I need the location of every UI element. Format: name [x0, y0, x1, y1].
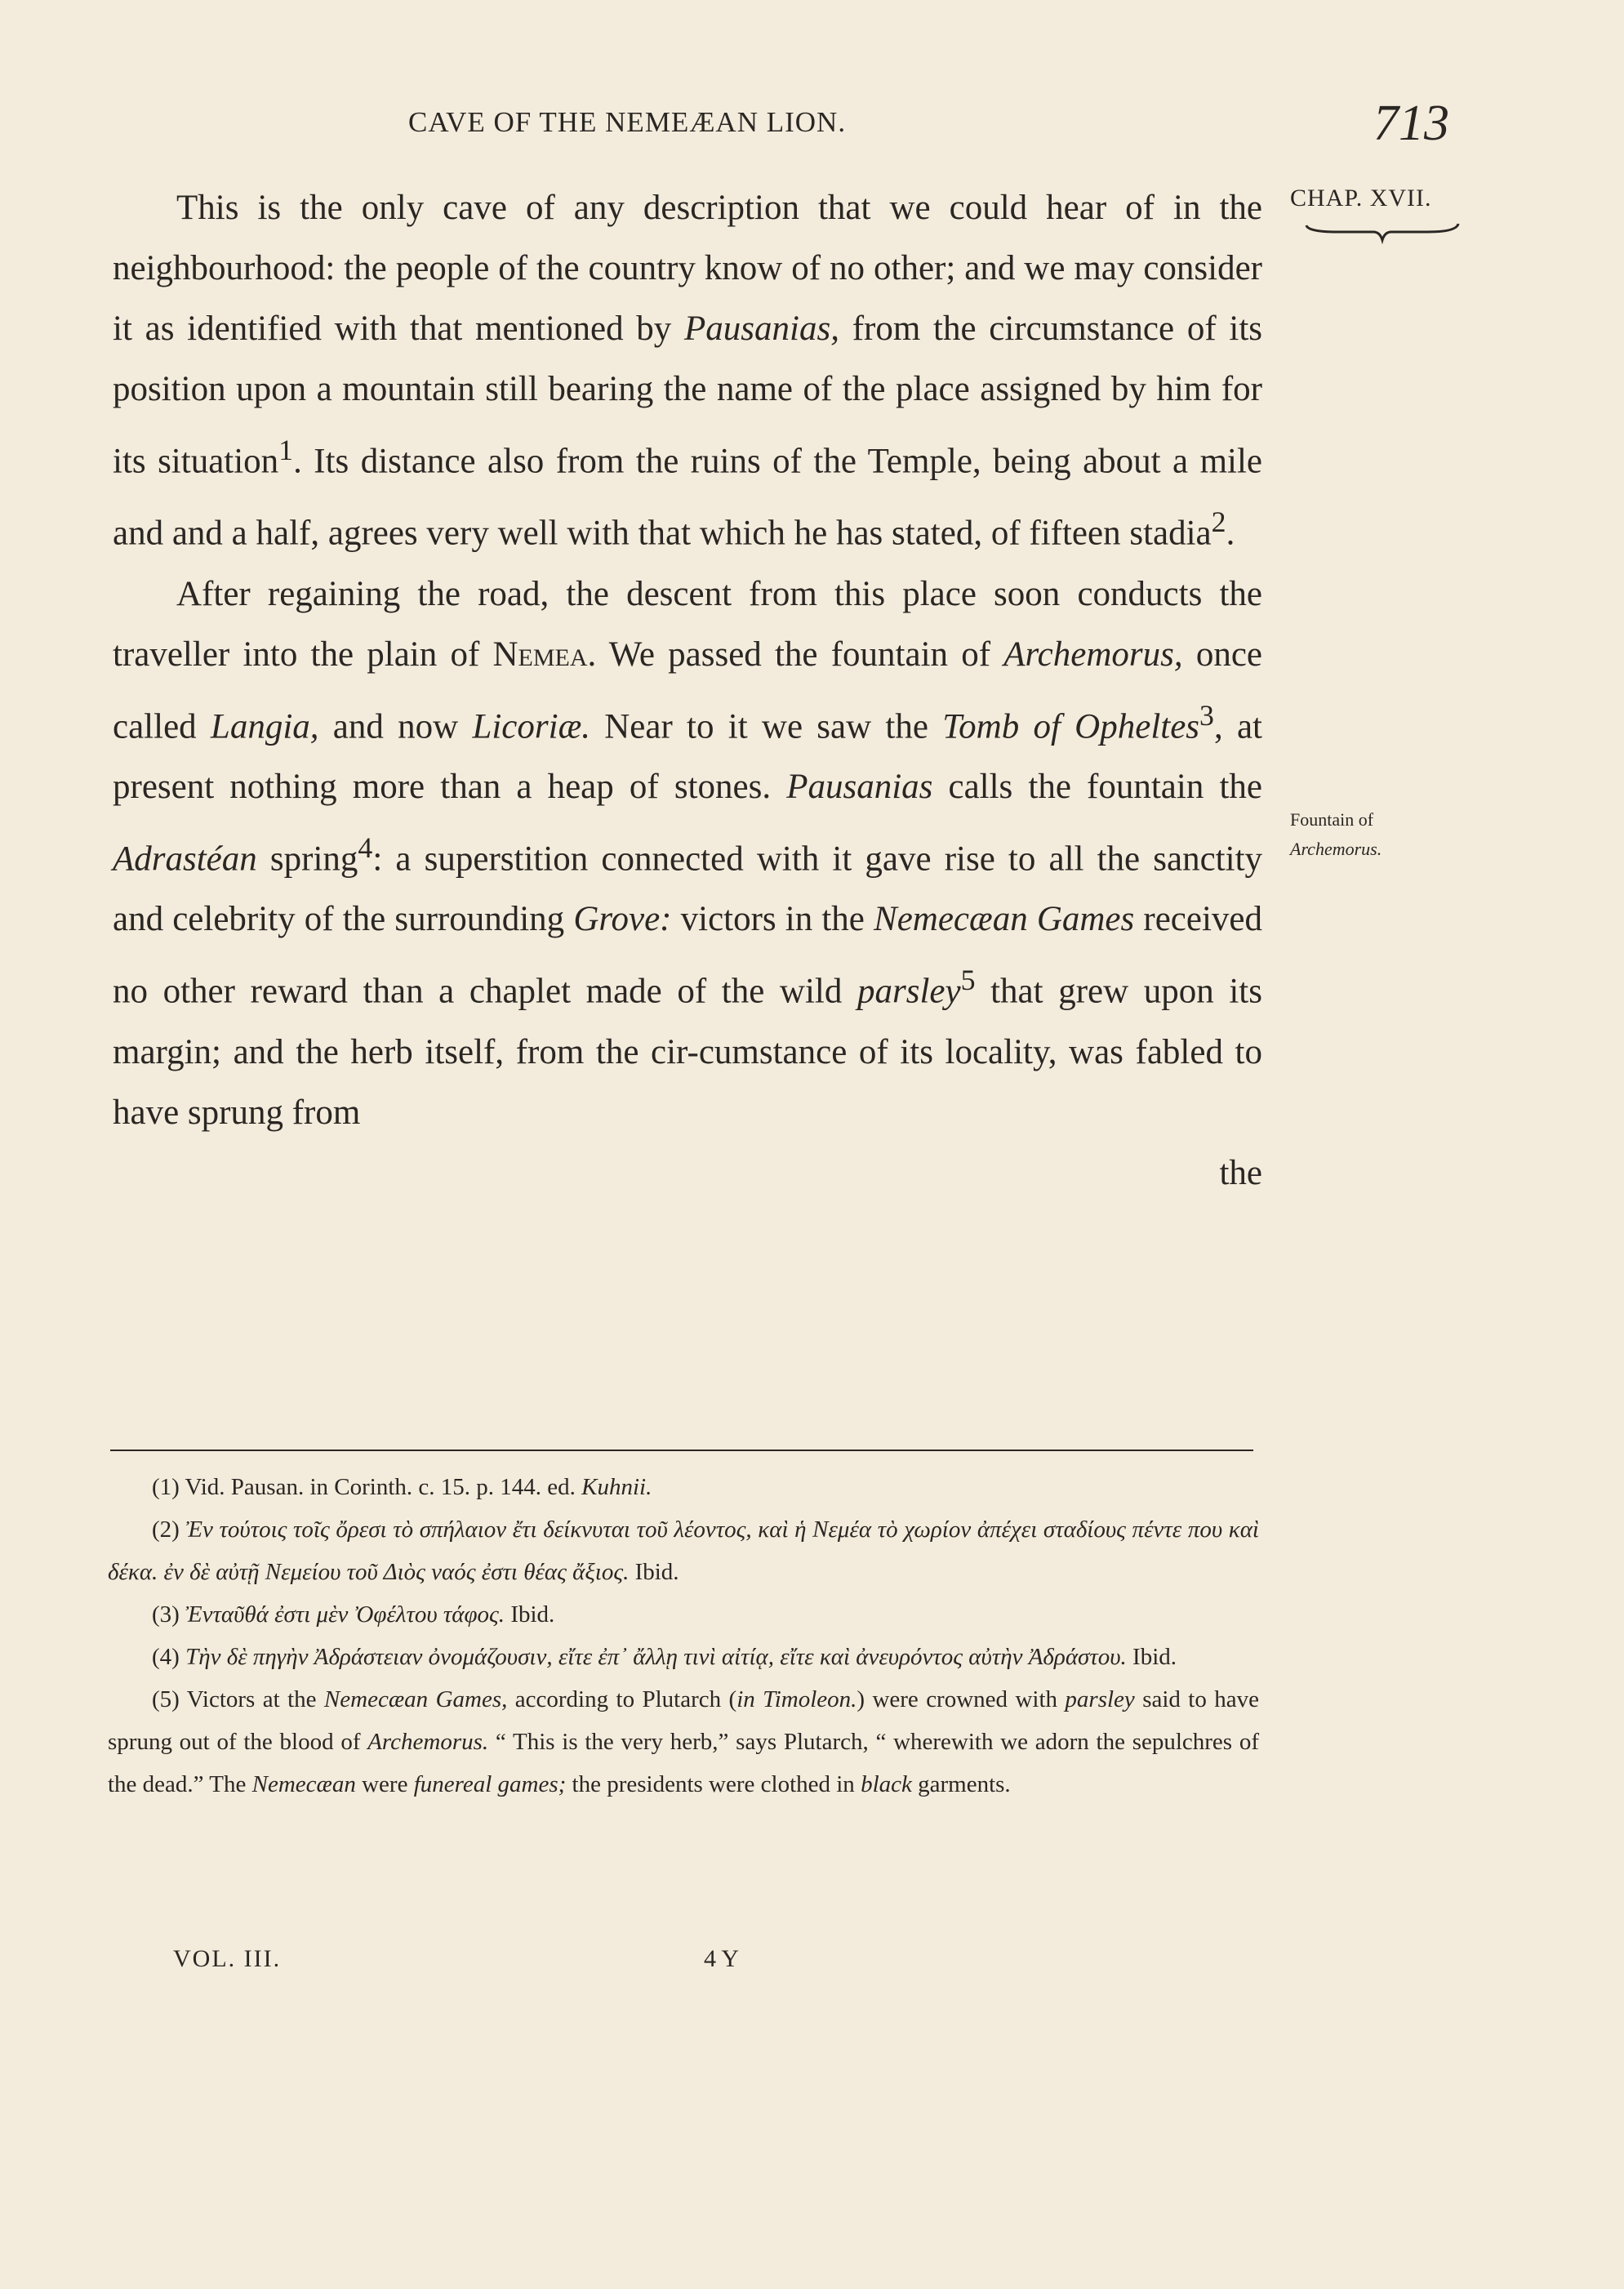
- p2-text-b: We passed the fountain of: [596, 635, 1004, 674]
- p2-text-c: once called: [113, 635, 1262, 746]
- fn5-text-f: were: [355, 1771, 414, 1797]
- fn4-greek: Τὴν δὲ πηγὴν Ἀδράστειαν ὀνομάζουσιν, εἴτε ἐπ᾽ ἄλλῃ τινὶ αἰτίᾳ, εἴτε καὶ ἀνευρόντος αὐτὴν Ἀδράστου.: [185, 1644, 1127, 1670]
- p1-text-d: .: [1226, 514, 1235, 553]
- fn5-text-c: ) were crowned with: [856, 1686, 1066, 1712]
- p2-text-g: calls the fountain the: [932, 767, 1262, 806]
- fn2-greek: Ἐν τούτοις τοῖς ὄρεσι τὸ σπήλαιον ἔτι δείκνυται τοῦ λέοντος, καὶ ἡ Νεμέα τὸ χωρίον ἀπέχει σταδίους πέντε που καὶ δέκα. ἐν δὲ αὐτῇ Νεμείου τοῦ Διὸς ναός ἐστι θέας ἄξιος.: [108, 1516, 1259, 1585]
- fn5-text-a: (5) Victors at the: [152, 1686, 324, 1712]
- fn4-number: (4): [152, 1644, 186, 1670]
- p1-text-b: from the circumstance of its position upon a mountain still bearing the name of the place assigned by him for its situation: [113, 310, 1262, 481]
- fn1-editor: Kuhnii.: [581, 1474, 652, 1500]
- fn5-text-g: the presidents were clothed in: [566, 1771, 861, 1797]
- p2-text-h: spring: [256, 839, 358, 879]
- footnote-ref-2: 2: [1211, 505, 1226, 539]
- footnote-rule: [110, 1450, 1253, 1451]
- paragraph-1: [113, 178, 1262, 564]
- p2-text-l: that grew upon its margin; and the herb itself, from the cir-cumstance of its locality, was fabled to have sprung from: [113, 972, 1262, 1132]
- p2-text-k: received no other reward than a chaplet made of the wild: [113, 900, 1262, 1011]
- p2-text-e: Near to it we saw the: [590, 706, 943, 746]
- fn5-black: black: [861, 1771, 912, 1797]
- running-head: CAVE OF THE NEMEÆAN LION.: [408, 106, 847, 138]
- fn5-games: Nemecæan Games,: [323, 1686, 508, 1712]
- fn2-number: (2): [152, 1516, 186, 1543]
- p2-text-i: : a superstition connected with it gave rise to all the sanctity and celebrity of the surrounding: [113, 839, 1263, 939]
- p2-text-a: After regaining the road, the descent from this place soon conducts the traveller into the plain of: [113, 574, 1262, 674]
- p2-name-games: Nemecæan Games: [874, 900, 1135, 939]
- p2-text-f: , at present nothing more than a heap of stones.: [113, 706, 1262, 806]
- fn5-parsley: parsley: [1065, 1686, 1135, 1712]
- footnote-2: [108, 1508, 1259, 1593]
- footnote-ref-1: 1: [278, 434, 294, 466]
- gathering-mark: 4 Y: [704, 1945, 740, 1972]
- footnote-5: [108, 1678, 1259, 1806]
- chapter-marker: CHAP. XVII.: [1290, 185, 1432, 212]
- p1-text-c: . Its distance also from the ruins of the Temple, being about a mile and and a half, agrees very well with that which he has stated, of fifteen stadia: [113, 442, 1262, 553]
- p2-name-langia: Langia,: [210, 706, 319, 746]
- fn2-ibid: Ibid.: [629, 1559, 679, 1585]
- volume-signature: VOL. III.: [173, 1945, 282, 1972]
- footnote-ref-5: 5: [960, 964, 976, 997]
- catchword: the: [1219, 1153, 1262, 1192]
- fn1-text: (1) Vid. Pausan. in Corinth. c. 15. p. 144. ed.: [152, 1474, 582, 1500]
- page-number: 713: [1373, 96, 1449, 151]
- chapter-brace-ornament: [1305, 220, 1460, 253]
- fn5-text-h: garments.: [911, 1771, 1011, 1797]
- main-text: [113, 178, 1262, 1204]
- fn5-text-e: “ This is the very herb,” says Plutarch, “ wherewith we adorn the sepulchres of the dead.” The: [108, 1729, 1259, 1797]
- footnote-3: [108, 1593, 1259, 1636]
- p2-name-tomb: Tomb of Opheltes: [942, 706, 1200, 746]
- p1-text-a: This is the only cave of any description that we could hear of in the neighbourhood: the people of the country know of no other; and we may consider it as identified with that mentioned by: [113, 189, 1262, 348]
- p2-name-parsley: parsley: [856, 972, 961, 1011]
- p2-place-nemea: Nemea.: [492, 635, 597, 674]
- footnote-ref-4: 4: [358, 831, 373, 864]
- p2-text-j: victors in the: [671, 900, 874, 939]
- p2-name-archemorus: Archemorus,: [1003, 635, 1183, 674]
- p2-name-licoriae: Licoriæ.: [472, 706, 590, 746]
- fn5-text-d: said to have sprung out of the blood of: [108, 1686, 1260, 1755]
- footnote-1: [108, 1466, 1259, 1508]
- footnote-ref-3: 3: [1199, 698, 1214, 732]
- p2-name-grove: Grove:: [573, 900, 672, 939]
- sidenote-line-2: Archemorus.: [1290, 839, 1382, 859]
- fn4-ibid: Ibid.: [1126, 1644, 1177, 1670]
- fn3-number: (3): [152, 1601, 186, 1628]
- fn5-archemorus: Archemorus.: [367, 1729, 489, 1755]
- fn5-text-b: according to Plutarch (: [507, 1686, 737, 1712]
- p2-name-pausanias: Pausanias: [786, 767, 933, 806]
- paragraph-2: [113, 564, 1262, 1143]
- fn5-funereal: funereal games;: [413, 1771, 567, 1797]
- p2-text-d: and now: [318, 706, 473, 746]
- fn5-nemecaean: Nemecæan: [251, 1771, 356, 1797]
- fn3-ibid: Ibid.: [505, 1601, 555, 1628]
- p2-name-adrastean: Adrastéan: [113, 839, 257, 879]
- fn5-timoleon: in Timoleon.: [736, 1686, 857, 1712]
- footnote-4: [108, 1636, 1259, 1678]
- footnotes: [108, 1466, 1259, 1806]
- sidenote-line-1: Fountain of: [1290, 809, 1374, 830]
- margin-sidenote: [1290, 805, 1453, 864]
- fn3-greek: Ἐνταῦθά ἐστι μὲν Ὀφέλτου τάφος.: [185, 1601, 505, 1628]
- p1-name-pausanias: Pausanias,: [684, 310, 839, 348]
